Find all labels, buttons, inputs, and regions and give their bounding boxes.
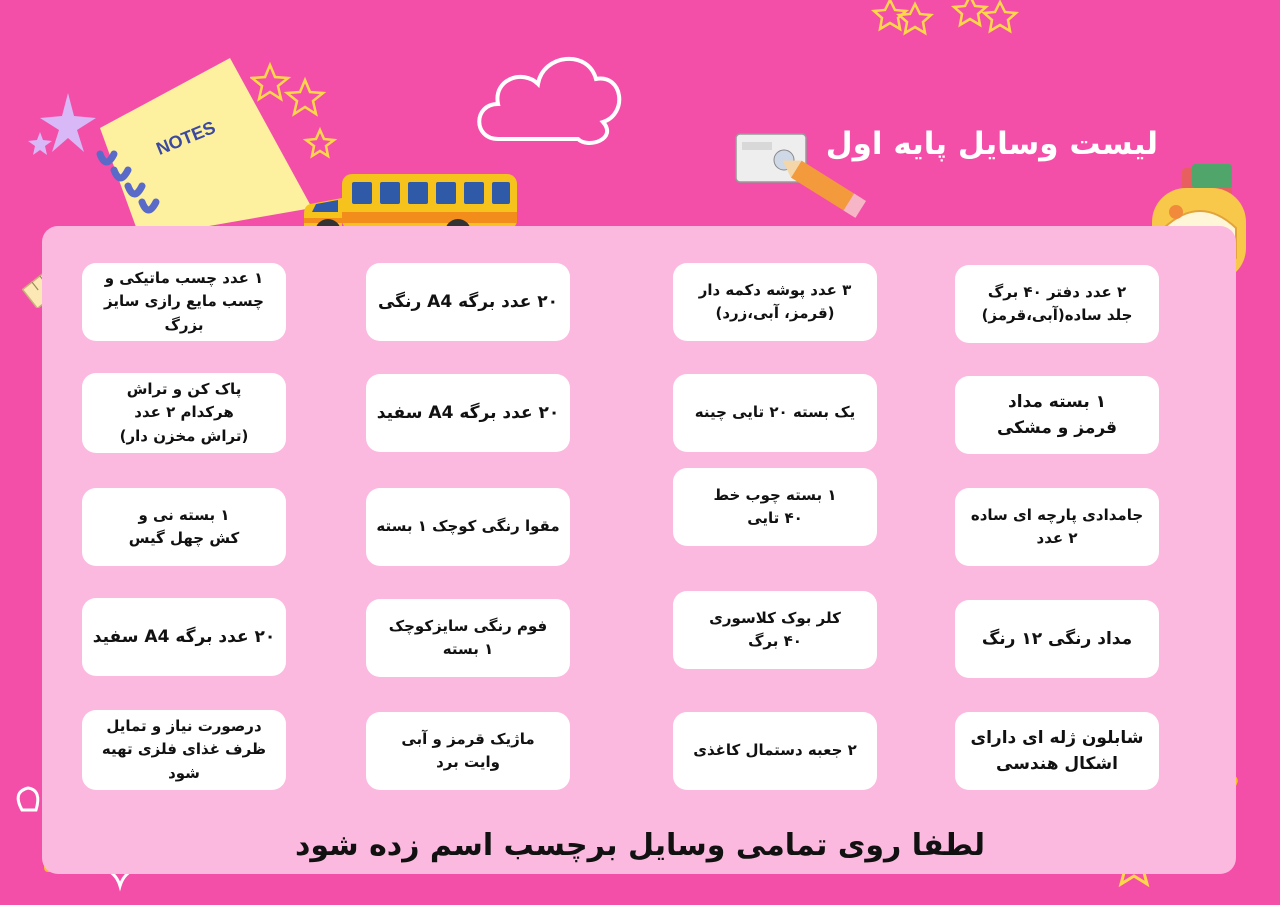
notes-label: NOTES <box>153 117 219 159</box>
list-item: ۱ بسته مداد قرمز و مشکی <box>955 376 1159 454</box>
star-outline-icon <box>870 0 1030 40</box>
page-title: لیست وسایل پایه اول <box>825 126 1158 162</box>
list-item: ۲۰ عدد برگه A4 سفید <box>366 374 570 452</box>
footer-note: لطفا روی تمامی وسایل برچسب اسم زده شود <box>294 828 986 863</box>
star-outline-icon <box>250 45 360 165</box>
list-item: ۲ عدد دفتر ۴۰ برگ جلد ساده(آبی،قرمز) <box>955 265 1159 343</box>
list-item: ۱ بسته نی و کش چهل گیس <box>82 488 286 566</box>
list-item: فوم رنگی سایزکوچک ۱ بسته <box>366 599 570 677</box>
list-item: ۱ عدد چسب ماتیکی و چسب مایع رازی سایز بزرگ <box>82 263 286 341</box>
star-icon <box>28 88 98 168</box>
list-item: ۲۰ عدد برگه A4 سفید <box>82 598 286 676</box>
list-item: پاک کن و تراش هرکدام ۲ عدد (تراش مخزن دار) <box>82 373 286 453</box>
list-item: ۲ جعبه دستمال کاغذی <box>673 712 877 790</box>
list-item: مقوا رنگی کوچک ۱ بسته <box>366 488 570 566</box>
list-item: ماژیک قرمز و آبی وایت برد <box>366 712 570 790</box>
list-item: ۳ عدد پوشه دکمه دار (قرمز، آبی،زرد) <box>673 263 877 341</box>
list-item: درصورت نیاز و تمایل ظرف غذای فلزی تهیه شود <box>82 710 286 790</box>
list-item: یک بسته ۲۰ تایی چینه <box>673 374 877 452</box>
list-item: جامدادی پارچه ای ساده ۲ عدد <box>955 488 1159 566</box>
list-item: مداد رنگی ۱۲ رنگ <box>955 600 1159 678</box>
list-item: ۲۰ عدد برگه A4 رنگی <box>366 263 570 341</box>
list-item: ۱ بسته چوب خط ۴۰ تایی <box>673 468 877 546</box>
cloud-icon <box>468 44 628 154</box>
list-item: شابلون ژله ای دارای اشکال هندسی <box>955 712 1159 790</box>
list-item: کلر بوک کلاسوری ۴۰ برگ <box>673 591 877 669</box>
